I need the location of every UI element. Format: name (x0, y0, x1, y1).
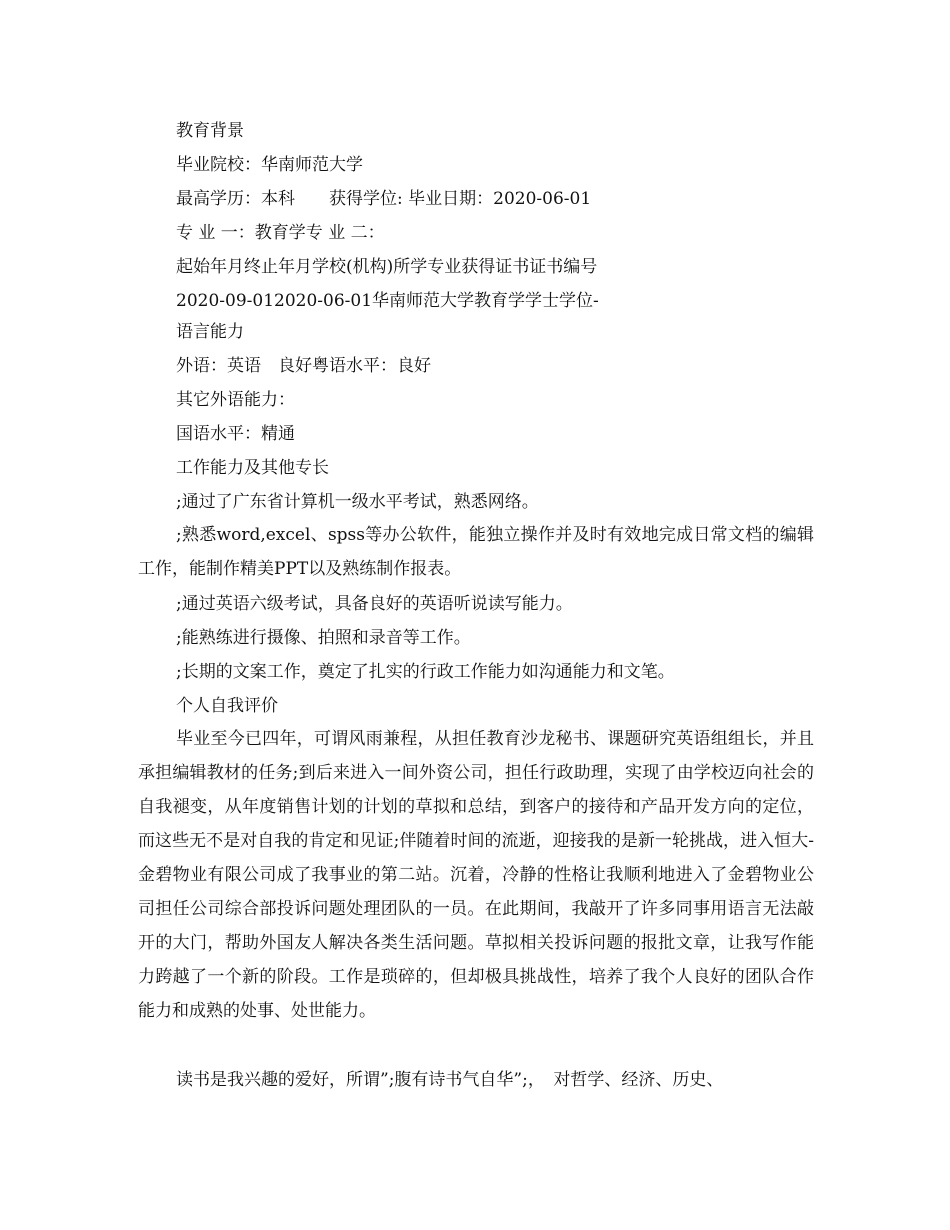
skills-item: ;通过英语六级考试，具备良好的英语听说读写能力。 (176, 594, 573, 614)
language-heading: 语言能力 (176, 322, 244, 342)
skills-heading: 工作能力及其他专长 (176, 458, 329, 478)
language-other: 其它外语能力： (176, 390, 295, 410)
skills-item: ;能熟练进行摄像、拍照和录音等工作。 (176, 628, 471, 648)
education-major: 专 业 一：教育学专 业 二： (176, 223, 385, 243)
self-evaluation-heading: 个人自我评价 (176, 696, 278, 716)
language-foreign: 外语：英语 良好粤语水平：良好 (176, 356, 431, 376)
education-table-row: 2020-09-012020-06-01华南师范大学教育学学士学位- (176, 291, 599, 311)
education-table-header: 起始年月终止年月学校(机构)所学专业获得证书证书编号 (176, 257, 598, 277)
skills-item: ;通过了广东省计算机一级水平考试，熟悉网络。 (176, 492, 539, 512)
skills-item: ;熟悉word,excel、spss等办公软件，能独立操作并及时有效地完成日常文档的编辑工作，能制作精美PPT以及熟练制作报表。 (138, 525, 814, 579)
self-evaluation-paragraph: 读书是我兴趣的爱好，所谓”;腹有诗书气自华”;， 对哲学、经济、历史、 (176, 1070, 724, 1090)
education-heading: 教育背景 (176, 121, 244, 141)
self-evaluation-paragraph: 毕业至今已四年，可谓风雨兼程，从担任教育沙龙秘书、课题研究英语组组长，并且承担编辑教材的任务;到后来进入一间外资公司，担任行政助理，实现了由学校迈向社会的自我褪变，从年度销售计划的计划的草拟和总结，到客户的接待和产品开发方向的定位，而这些无不是对自我的肯定和见证;伴随着时间的流逝，迎接我的是新一轮挑战，进入恒大-金碧物业有限公司成了我事业的第二站。沉着，冷静的性格让我顺利地进入了金碧物业公司担任公司综合部投诉问题处理团队的一员。在此期间，我敲开了许多同事用语言无法敲开的大门，帮助外国友人解决各类生活问题。草拟相关投诉问题的报批文章，让我写作能力跨越了一个新的阶段。工作是琐碎的，但却极具挑战性，培养了我个人良好的团队合作能力和成熟的处事、处世能力。 (138, 729, 814, 1021)
skills-item: ;长期的文案工作，奠定了扎实的行政工作能力如沟通能力和文笔。 (176, 662, 675, 682)
education-degree: 最高学历：本科 获得学位: 毕业日期：2020-06-01 (176, 189, 592, 209)
language-mandarin: 国语水平：精通 (176, 424, 295, 444)
education-school: 毕业院校：华南师范大学 (176, 155, 363, 175)
